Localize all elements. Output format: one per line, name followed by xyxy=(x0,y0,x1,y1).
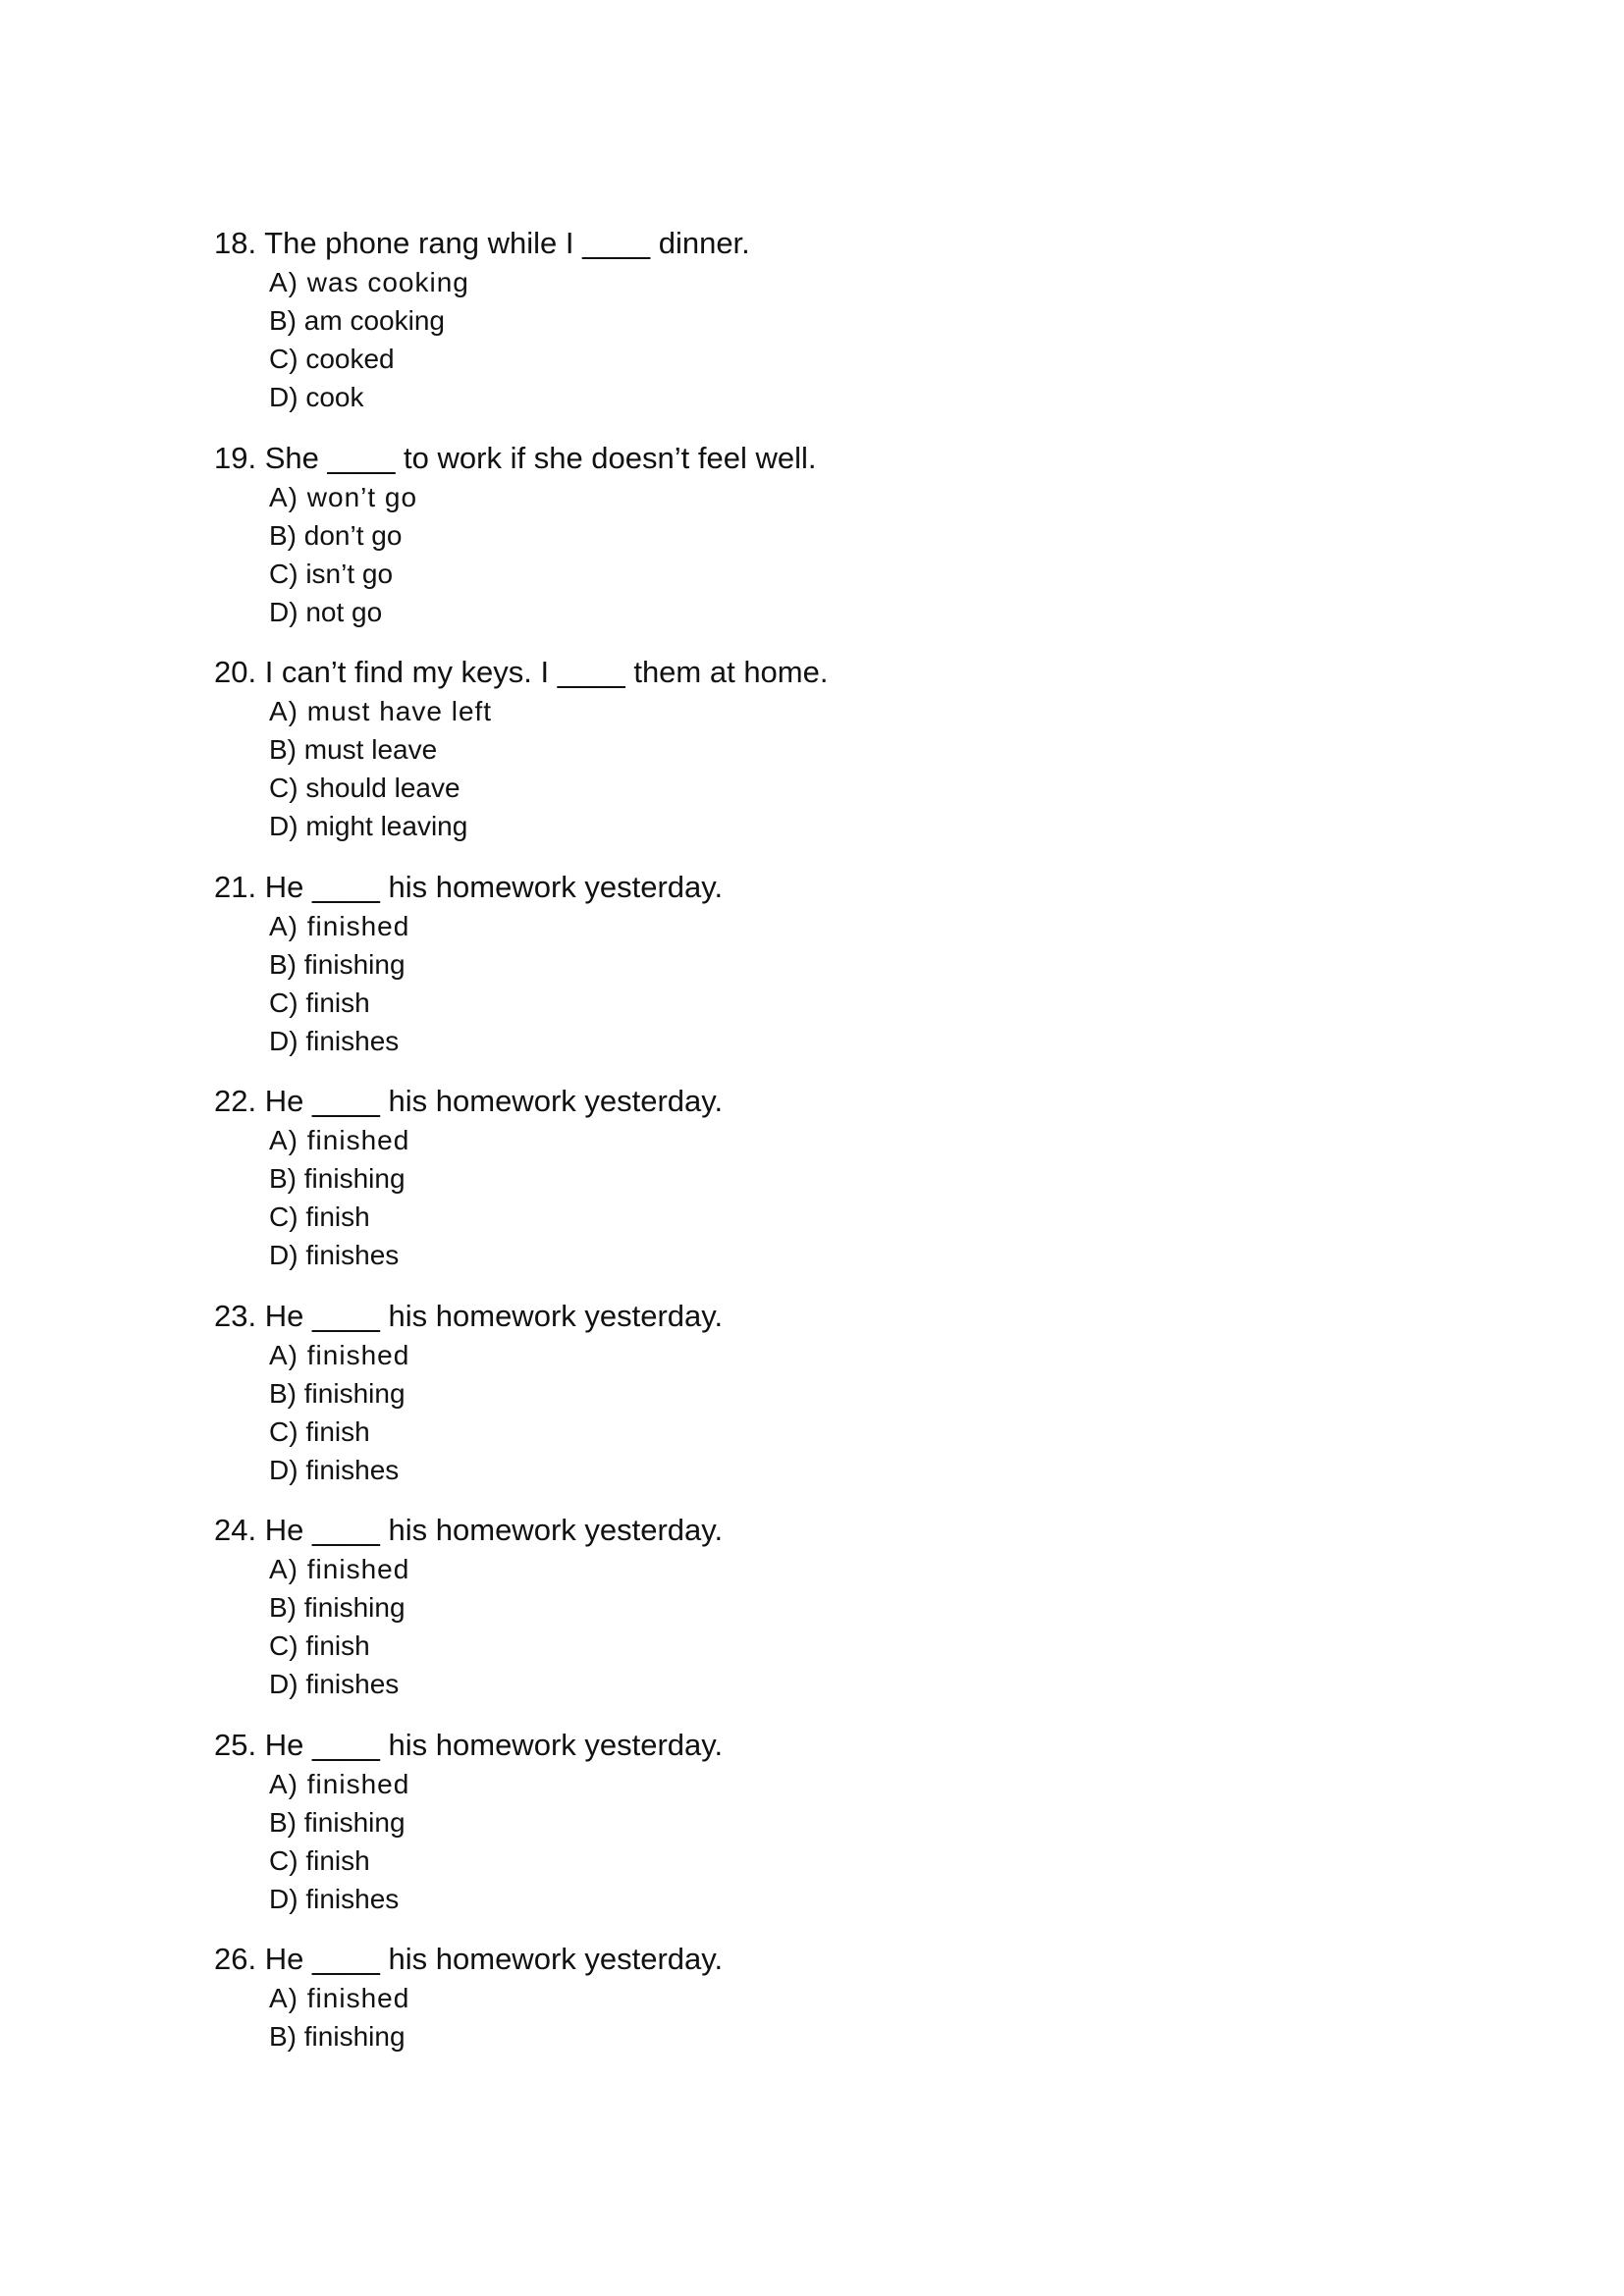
question-stem: 22. He ____ his homework yesterday. xyxy=(214,1084,724,1118)
question-stem: 19. She ____ to work if she doesn’t feel well. xyxy=(214,440,817,475)
option-b: B) finishing xyxy=(269,2021,406,2052)
option-c: C) finish xyxy=(269,987,370,1018)
option-b: B) finishing xyxy=(269,1592,406,1623)
option-d: D) finishes xyxy=(269,1669,400,1699)
option-c: C) finish xyxy=(269,1415,370,1447)
question-23 xyxy=(214,1297,1490,1512)
question-24 xyxy=(214,1511,1490,1726)
question-stem: 25. He ____ his homework yesterday. xyxy=(214,1727,724,1762)
question-21 xyxy=(214,868,1490,1083)
option-b: B) finishing xyxy=(269,1377,406,1409)
question-stem: 24. He ____ his homework yesterday. xyxy=(214,1513,724,1547)
option-d: D) finishes xyxy=(269,1454,400,1485)
question-22 xyxy=(214,1082,1490,1297)
question-stem: 21. He ____ his homework yesterday. xyxy=(214,869,724,904)
quiz-page xyxy=(214,224,1490,2155)
option-c: C) finish xyxy=(269,1201,370,1232)
question-stem: 20. I can’t find my keys. I ____ them at home. xyxy=(214,655,829,689)
option-list xyxy=(214,692,1490,845)
option-d: D) not go xyxy=(269,596,383,627)
option-a: A) finished xyxy=(269,1554,410,1584)
question-25 xyxy=(214,1726,1490,1941)
question-stem: 26. He ____ his homework yesterday. xyxy=(214,1942,724,1976)
option-d: D) cook xyxy=(269,382,364,412)
option-c: C) should leave xyxy=(269,773,460,803)
option-c: C) finish xyxy=(269,1630,370,1661)
option-list xyxy=(214,1550,1490,1703)
option-a: A) was cooking xyxy=(269,267,469,297)
option-list xyxy=(214,907,1490,1060)
option-b: B) finishing xyxy=(269,1806,406,1838)
option-d: D) might leaving xyxy=(269,811,468,841)
question-20 xyxy=(214,653,1490,868)
option-list xyxy=(214,1979,1490,2056)
option-b: B) don’t go xyxy=(269,519,403,551)
option-a: A) must have left xyxy=(269,696,493,726)
option-b: B) finishing xyxy=(269,948,406,980)
option-a: A) finished xyxy=(269,1768,410,1799)
option-a: A) finished xyxy=(269,1339,410,1370)
option-c: C) cooked xyxy=(269,344,395,374)
option-b: B) am cooking xyxy=(269,305,445,336)
option-list xyxy=(214,1765,1490,1918)
option-b: B) finishing xyxy=(269,1163,406,1194)
option-d: D) finishes xyxy=(269,1240,400,1270)
option-list xyxy=(214,263,1490,416)
option-list xyxy=(214,478,1490,631)
option-b: B) must leave xyxy=(269,734,438,765)
question-stem: 23. He ____ his homework yesterday. xyxy=(214,1298,724,1333)
option-d: D) finishes xyxy=(269,1883,400,1914)
option-c: C) isn’t go xyxy=(269,558,394,589)
option-a: A) finished xyxy=(269,1125,410,1155)
option-a: A) finished xyxy=(269,910,410,941)
option-c: C) finish xyxy=(269,1844,370,1876)
option-a: A) won’t go xyxy=(269,481,418,512)
question-19 xyxy=(214,439,1490,654)
question-stem: 18. The phone rang while I ____ dinner. xyxy=(214,226,750,260)
option-list xyxy=(214,1336,1490,1489)
question-26 xyxy=(214,1940,1490,2155)
option-a: A) finished xyxy=(269,1983,410,2013)
option-list xyxy=(214,1121,1490,1274)
option-d: D) finishes xyxy=(269,1025,400,1056)
question-18 xyxy=(214,224,1490,439)
